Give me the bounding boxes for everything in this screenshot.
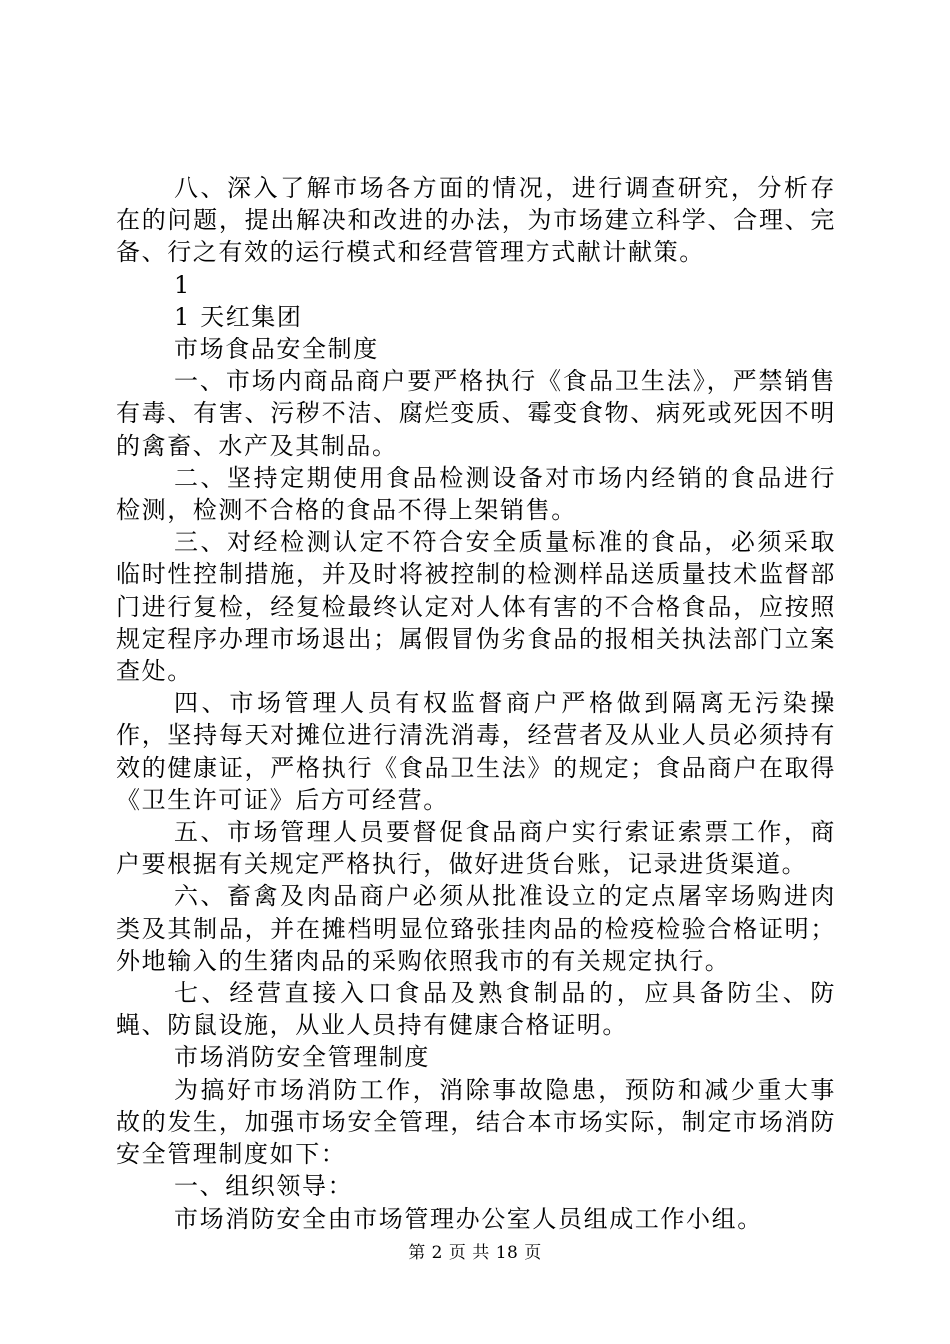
document-body [116, 172, 836, 1235]
paragraph-food-rule-four: 四、市场管理人员有权监督商户严格做到隔离无污染操作，坚持每天对摊位进行清洗消毒，经营者及从业人员必须持有效的健康证，严格执行《食品卫生法》的规定；食品商户在取得《卫生许可证》后方可经营。 [116, 689, 836, 814]
paragraph-food-rule-two: 二、坚持定期使用食品检测设备对市场内经销的食品进行检测，检测不合格的食品不得上架销售。 [116, 463, 836, 525]
paragraph-page-marker: 1 [174, 270, 191, 299]
heading-organization: 一、组织领导： [174, 1172, 354, 1201]
paragraph-section-eight: 八、深入了解市场各方面的情况，进行调查研究，分析存在的问题，提出解决和改进的办法，为市场建立科学、合理、完备、行之有效的运行模式和经营管理方式献计献策。 [116, 174, 836, 267]
paragraph-food-rule-seven: 七、经营直接入口食品及熟食制品的，应具备防尘、防蝇、防鼠设施，从业人员持有健康合格证明。 [116, 979, 836, 1040]
page-footer: 第 2 页 共 18 页 [408, 1243, 542, 1263]
paragraph-food-rule-five: 五、市场管理人员要督促食品商户实行索证索票工作，商户要根据有关规定严格执行，做好进货台账，记录进货渠道。 [116, 818, 836, 879]
heading-fire-safety: 市场消防安全管理制度 [174, 1043, 430, 1072]
heading-food-safety: 市场食品安全制度 [174, 335, 379, 364]
paragraph-company-name: 1 天红集团 [174, 302, 303, 331]
paragraph-food-rule-one: 一、市场内商品商户要严格执行《食品卫生法》，严禁销售有毒、有害、污秽不洁、腐烂变质、霉变食物、病死或死因不明的禽畜、水产及其制品。 [116, 367, 836, 460]
paragraph-fire-intro: 为搞好市场消防工作，消除事故隐患，预防和减少重大事故的发生，加强市场安全管理，结合本市场实际，制定市场消防安全管理制度如下： [116, 1075, 836, 1169]
paragraph-organization: 市场消防安全由市场管理办公室人员组成工作小组。 [174, 1204, 763, 1233]
paragraph-food-rule-three: 三、对经检测认定不符合安全质量标准的食品，必须采取临时性控制措施，并及时将被控制的检测样品送质量技术监督部门进行复检，经复检最终认定对人体有害的不合格食品，应按照规定程序办理市场退出；属假冒伪劣食品的报相关执法部门立案查处。 [116, 528, 836, 686]
paragraph-food-rule-six: 六、畜禽及肉品商户必须从批准设立的定点屠宰场购进肉类及其制品，并在摊档明显位臵张挂肉品的检疫检验合格证明；外地输入的生猪肉品的采购依照我市的有关规定执行。 [116, 882, 836, 975]
